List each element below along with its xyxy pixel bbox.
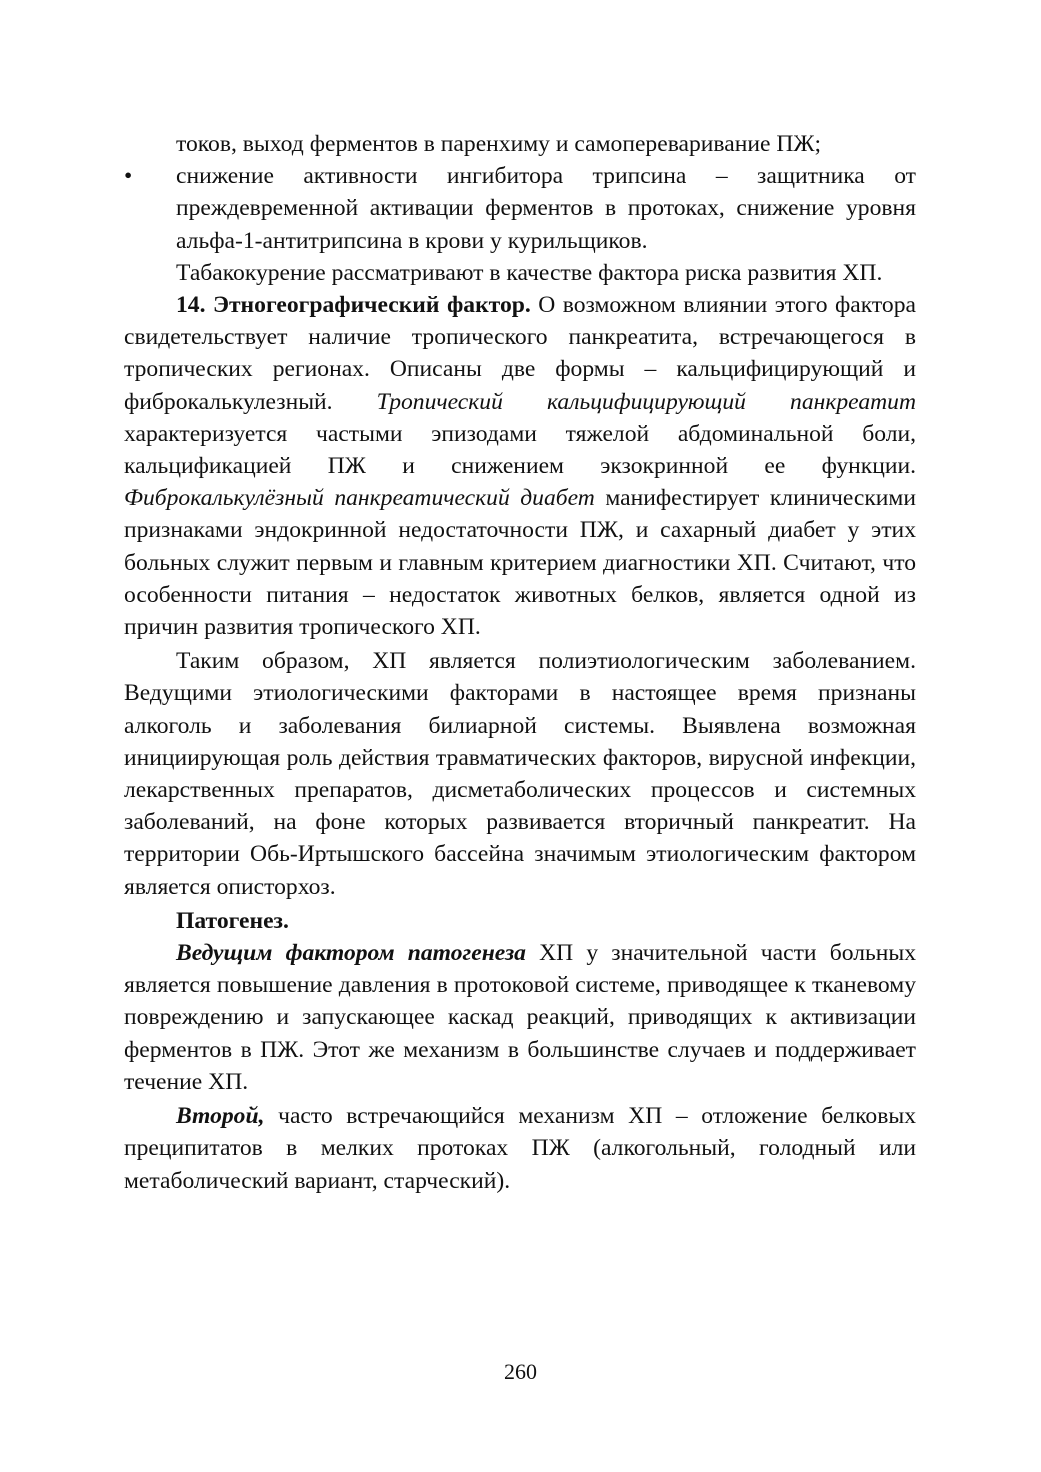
paragraph-text: манифестирует клиническими признаками эндокринной недостаточности ПЖ, и сахарный диабет у этих больных служит первым и главным критерием диагностики ХП. Считают, что особенности питания – недостаток животных белков, является одной из причин развития тропического ХП. xyxy=(124,485,916,641)
paragraph-leading-factor xyxy=(124,937,916,1098)
paragraph-ethnogeographic xyxy=(124,289,916,643)
italic-term: Фиброкалькулёзный панкреатический диабет xyxy=(124,485,595,512)
list-item-text: снижение активности ингибитора трипсина – защитника от преждевременной активации ферментов в протоках, снижение уровня альфа-1-антитрипсина в крови у курильщиков. xyxy=(176,163,916,254)
page-number: 260 xyxy=(504,1359,537,1384)
paragraph-text: ХП у значительной части больных является повышение давления в протоковой системе, приводящее к тканевому повреждению и запускающее каскад реакций, приводящих к активизации ферментов в ПЖ. Этот же механизм в большинстве случаев и поддерживает течение ХП. xyxy=(124,940,916,1095)
emphasis-term: Второй, xyxy=(176,1103,265,1130)
document-page xyxy=(124,128,916,1197)
italic-term: Тропический кальцифицирующий панкреатит xyxy=(376,388,916,415)
paragraph-text: О возможном влиянии этого фактора свидетельствует наличие тропического панкреатита, встречающегося в тропических регионах. Описаны две формы – кальцифицирующий и фиброкалькулезный. xyxy=(124,292,916,415)
paragraph-summary: Таким образом, ХП является полиэтиологическим заболеванием. Ведущими этиологическими факторами в настоящее время признаны алкоголь и заболевания билиарной системы. Выявлена возможная инициирующая роль действия травматических факторов, вирусной инфекции, лекарственных препаратов, дисметаболических процессов и системных заболеваний, на фоне которых развивается вторичный панкреатит. На территории Обь-Иртышского бассейна значимым этиологическим фактором является описторхоз. xyxy=(124,648,916,900)
paragraph-second-mechanism xyxy=(124,1100,916,1197)
pathogenesis-heading: Патогенез. xyxy=(176,907,289,934)
paragraph-text: характеризуется частыми эпизодами тяжелой абдоминальной боли, кальцификацией ПЖ и снижением экзокринной ее функции. xyxy=(124,420,916,480)
paragraph-text: часто встречающийся механизм ХП – отложение белковых преципитатов в мелких протоках ПЖ (алкогольный, голодный или метаболический вариант, старческий). xyxy=(124,1103,916,1194)
section-heading: 14. Этногеографический фактор. xyxy=(176,292,531,319)
list-item-continuation: токов, выход ферментов в паренхиму и самопереваривание ПЖ; xyxy=(176,131,822,157)
emphasis-term: Ведущим фактором патогенеза xyxy=(176,940,526,967)
bullet-icon: • xyxy=(124,163,133,190)
paragraph-smoking: Табакокурение рассматривают в качестве фактора риска развития ХП. xyxy=(176,259,883,286)
list-item xyxy=(124,160,916,257)
